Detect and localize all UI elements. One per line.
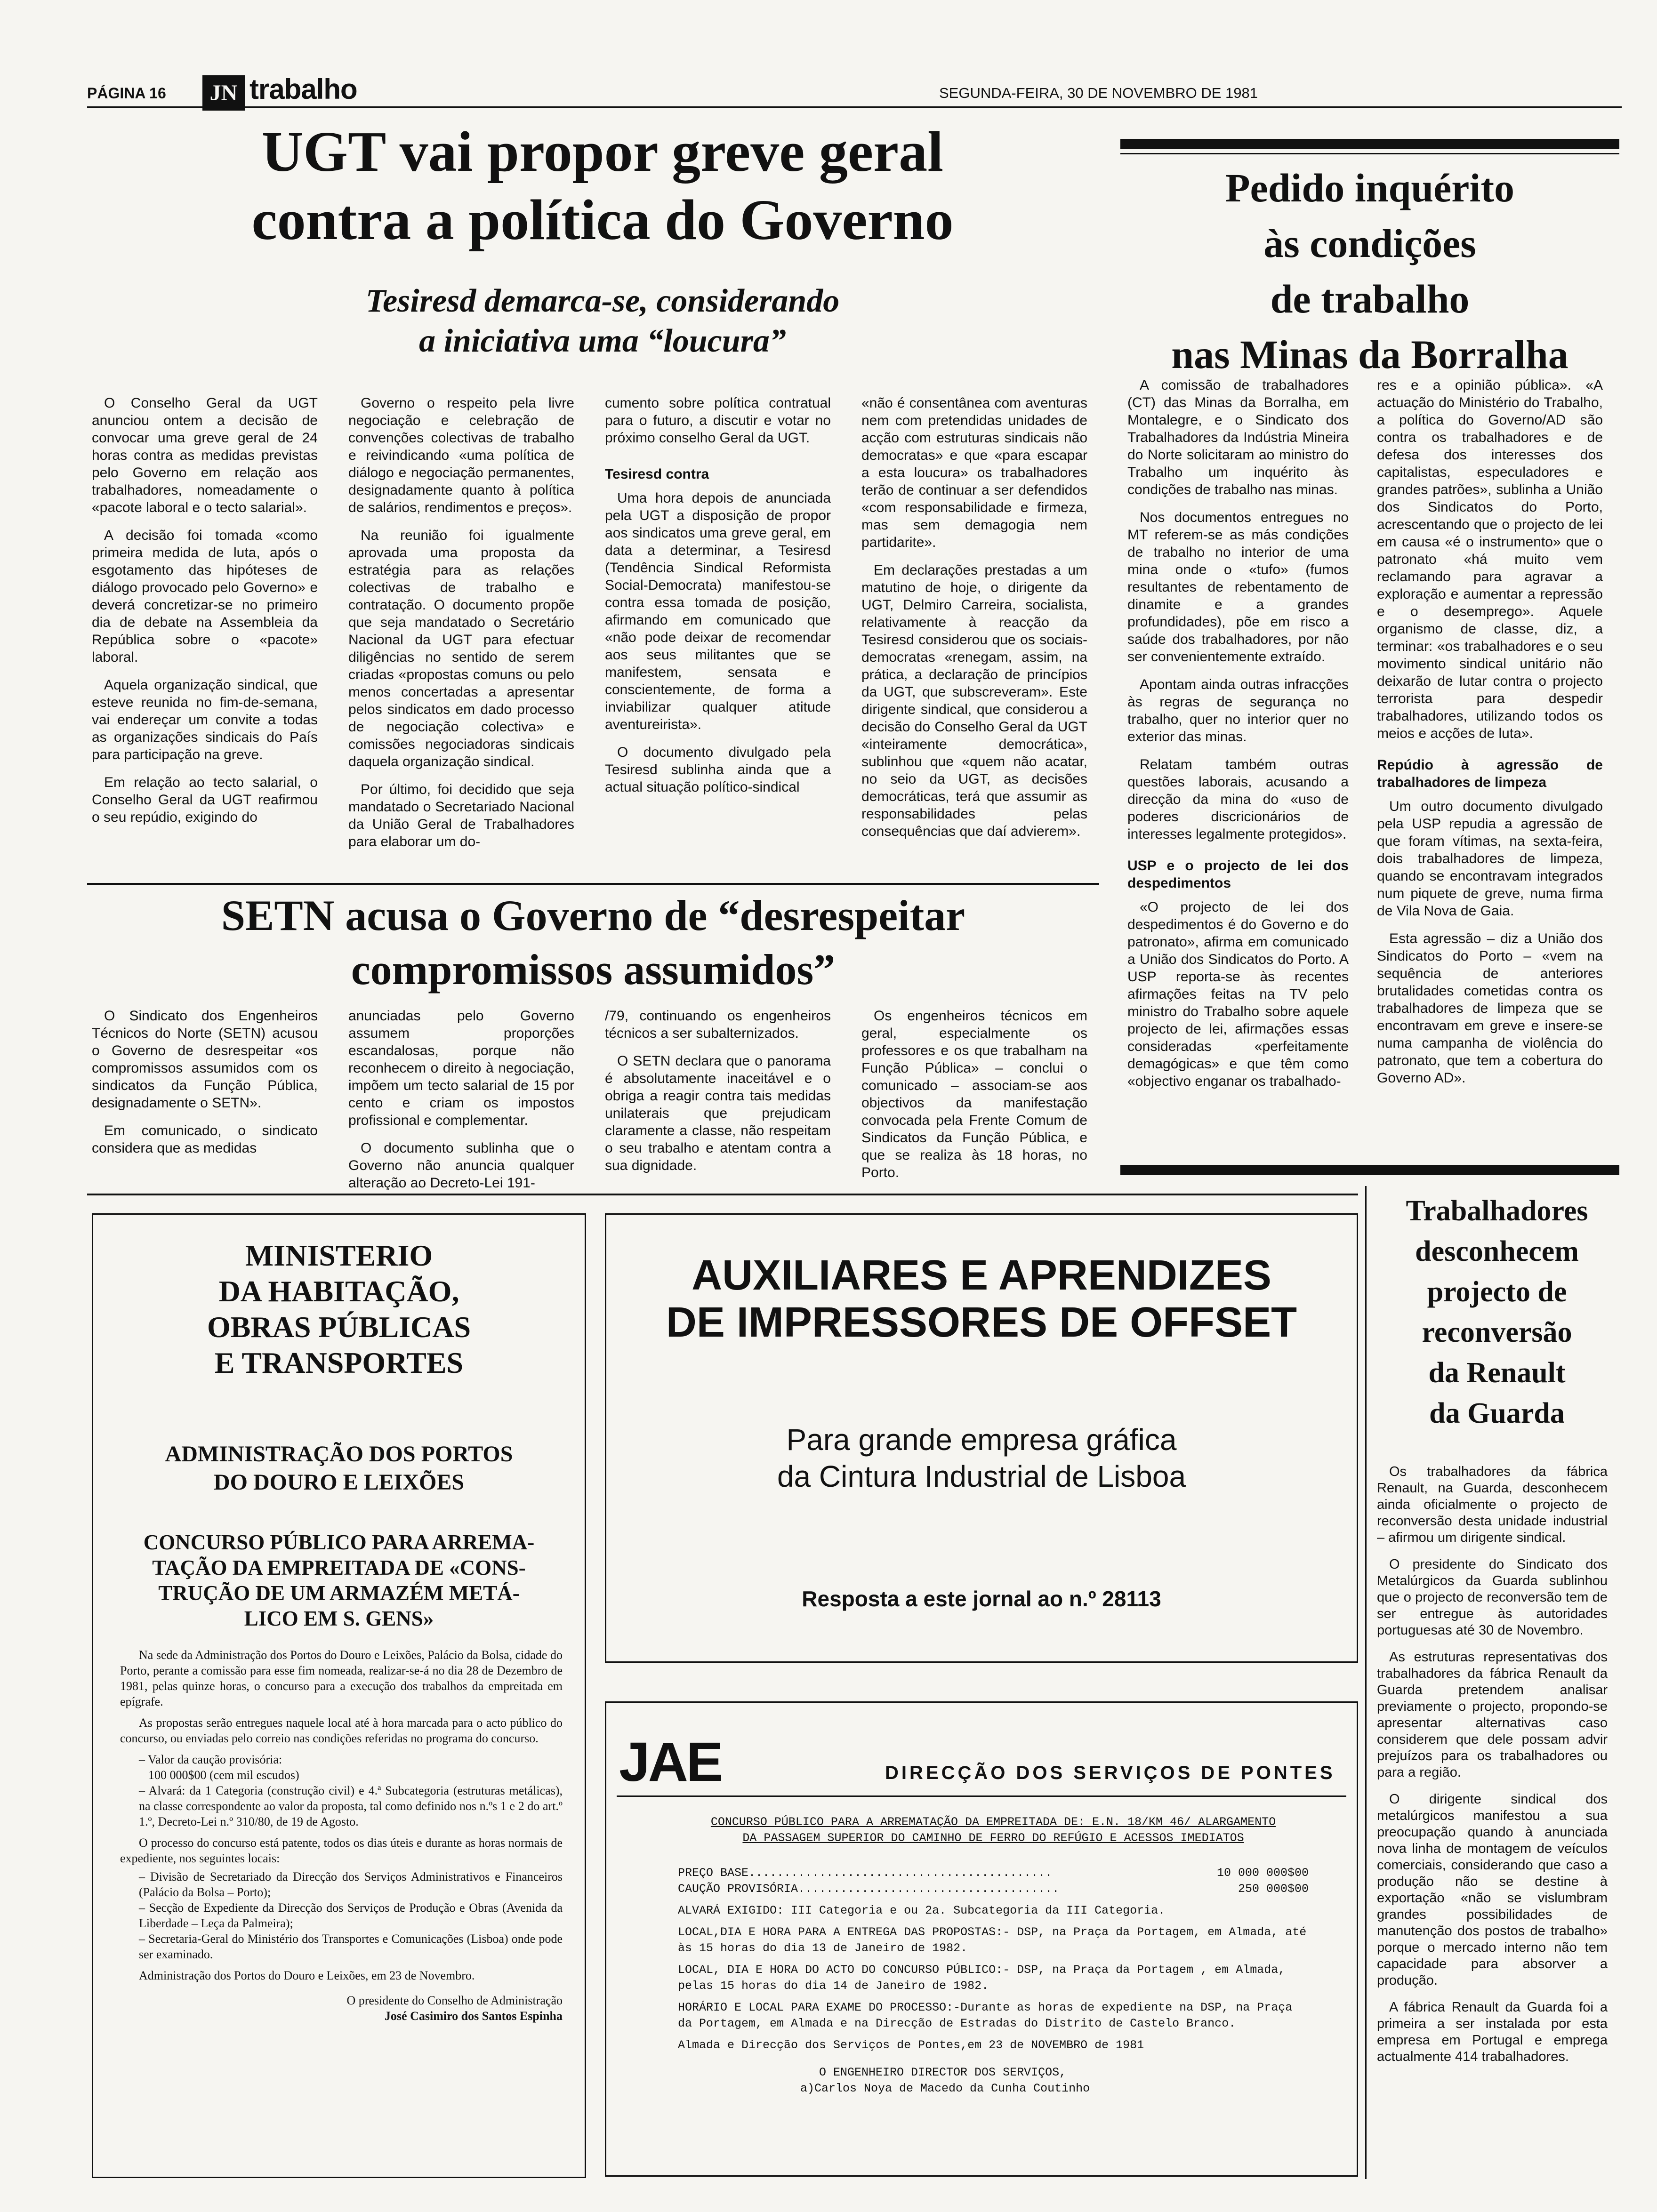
concurso-line: CONCURSO PÚBLICO PARA ARREMA-: [143, 1531, 535, 1554]
title-line: E TRANSPORTES: [214, 1346, 464, 1379]
ugt-subheadline-line2: a iniciativa uma “loucura”: [419, 323, 786, 359]
paragraph: Administração dos Portos do Douro e Leixões, em 23 de Novembro.: [139, 1969, 475, 1982]
paragraph: O SETN declara que o panorama é absolutamente inaceitável e o obriga a reagir contra tais medidas unilaterais que prejudicam claramente a classe, não respeitam o seu trabalho e atentam contra a sua dignidade.: [605, 1053, 831, 1173]
signature-name: José Casimiro dos Santos Espinha: [384, 2009, 563, 2023]
admin-line: ADMINISTRAÇÃO DOS PORTOS: [165, 1442, 513, 1467]
auxiliares-subtitle: [607, 1421, 1356, 1495]
paragraph: As propostas serão entregues naquele local até à hora marcada para o acto público do concurso, ou enviadas pelo correio nas condições referidas no programa do concurso.: [120, 1716, 563, 1745]
section-title: trabalho: [249, 73, 357, 105]
ugt-column-4: [861, 394, 1087, 850]
ministerio-body: [120, 1647, 563, 2024]
issue-date: SEGUNDA-FEIRA, 30 DE NOVEMBRO DE 1981: [939, 85, 1258, 101]
jae-heading: CONCURSO PÚBLICO PARA A ARREMATAÇÃO DA EMPREITADA DE: E.N. 18/KM 46/ ALARGAMENTO: [710, 1815, 1276, 1829]
concurso-line: TRUÇÃO DE UM ARMAZÉM METÁ-: [158, 1581, 520, 1605]
admin-line: DO DOURO E LEIXÕES: [213, 1470, 465, 1495]
paragraph: Por último, foi decidido que seja mandatado o Secretariado Nacional da União Geral de Trabalhadores para elaborar um do-: [348, 782, 574, 850]
headline-line: projecto de: [1427, 1276, 1567, 1308]
subheading: USP e o projecto de lei dos despedimentos: [1127, 858, 1349, 891]
paragraph: Na sede da Administração dos Portos do Douro e Leixões, Palácio da Bolsa, cidade do Porto, perante a comissão para esse fim nomeada, realizar-se-á no dia 28 de Dezembro de 1981, pelas quinze horas, o concurso para a execução dos trabalhos da empreitada em epígrafe.: [120, 1648, 563, 1708]
paragraph: /79, continuando os engenheiros técnicos a ser subalternizados.: [605, 1008, 831, 1041]
paragraph: Em declarações prestadas a um matutino de hoje, o dirigente da UGT, Delmiro Carreira, socialista, relativamente à reacção da Tesiresd considerou que os sociais-democratas «renegam, assim, na prática, a declaração de princípios da UGT, que subscreveram». Este dirigente sindical, que considerou a decisão do Conselho Geral da UGT «inteiramente democrática», sublinhou que «quem não acatar, no seio da UGT, as decisões democráticas, terá que assumir as responsabilidades pelas consequências que daí advierem».: [861, 562, 1087, 839]
ministerio-title: [94, 1238, 584, 1381]
section-divider: [87, 1194, 1358, 1195]
ugt-headline-line2: contra a política do Governo: [251, 188, 954, 252]
paragraph: cumento sobre política contratual para o futuro, a discutir e votar no próximo conselho Geral da UGT.: [605, 395, 831, 446]
headline-line: de trabalho: [1270, 276, 1470, 321]
preco-base-value: 10 000 000$00: [1216, 1866, 1309, 1880]
paragraph: As estruturas representativas dos trabalhadores da fábrica Renault da Guarda pretendem analisar previamente o projecto, propondo-se apresentar alternativas caso considerem que dele possam advir prejuízos para os trabalhadores ou para a região.: [1377, 1650, 1608, 1780]
ugt-column-1: [92, 394, 318, 836]
concurso-line: TAÇÃO DA EMPREITADA DE «CONS-: [152, 1556, 526, 1579]
box-top-rule-thin: [1120, 153, 1619, 154]
headline-line: da Guarda: [1429, 1397, 1565, 1429]
ugt-headline-line1: UGT vai propor greve geral: [261, 120, 944, 184]
ministerio-admin: [94, 1440, 584, 1497]
jae-line: HORÁRIO E LOCAL PARA EXAME DO PROCESSO:-Durante as horas de expediente na DSP, na Praça da Portagem, em Almada e na Direcção de Estradas do Distrito de Castelo Branco.: [678, 2001, 1293, 2030]
renault-headline: [1372, 1191, 1622, 1434]
list-item: – Secção de Expediente da Direcção dos Serviços de Produção e Obras (Avenida da Liberdade – Leça da Palmeira);: [139, 1901, 563, 1930]
jae-signature-role: O ENGENHEIRO DIRECTOR DOS SERVIÇOS,: [819, 2066, 1067, 2079]
setn-column-2: [348, 1007, 574, 1202]
headline-line: desconhecem: [1415, 1235, 1579, 1267]
paragraph: Em relação ao tecto salarial, o Conselho Geral da UGT reafirmou o seu repúdio, exigindo do: [92, 775, 318, 825]
setn-headline-line2: compromissos assumidos”: [351, 946, 836, 994]
paragraph: Uma hora depois de anunciada pela UGT a disposição de propor aos sindicatos uma greve geral, em data a determinar, a Tesiresd (Tendência Sindical Reformista Social-Democrata) manifestou-se contra essa tomada de posição, afirmando em comunicado que «não pode deixar de recomendar aos seus militantes que se manifestem, sensata e conscientemente, de forma a inviabilizar qualquer atitude aventureirista».: [605, 490, 831, 732]
section-divider: [87, 883, 1099, 885]
paragraph: Apontam ainda outras infracções às regras de segurança no trabalho, quer no interior quer no exterior das minas.: [1127, 677, 1349, 745]
paragraph: O Conselho Geral da UGT anunciou ontem a decisão de convocar uma greve geral de 24 horas contra as medidas previstas pelo Governo em relação aos trabalhadores, nomeadamente o «pacote laboral e o tecto salarial».: [92, 395, 318, 515]
paragraph: O dirigente sindical dos metalúrgicos manifestou a sua preocupação quando à anunciada nova linha de montagem de veículos comerciais, considerando que caso a produção não se destine à exportação «não se vislumbram grandes possibilidades de manutenção dos postos de trabalho» porque o mercado interno não tem capacidade para absorver a produção.: [1377, 1792, 1608, 1988]
jae-signature-name: a)Carlos Noya de Macedo da Cunha Coutinho: [800, 2082, 1090, 2095]
paragraph: Na reunião foi igualmente aprovada uma proposta da estratégia para as relações colectivas de trabalho e contratação. O documento propõe que seja mandatado o Secretário Nacional da UGT para efectuar diligências no sentido de serem criadas «propostas comuns ou pelo menos concertadas a apresentar pelos sindicatos em dado processo de negociação colectiva» e comissões negociadoras sindicais daquela organização sindical.: [348, 528, 574, 769]
paragraph: anunciadas pelo Governo assumem proporções escandalosas, porque não reconhecem o direito à negociação, impõem um tecto salarial de 15 por cento e criam os impostos profissional e complementar.: [348, 1008, 574, 1128]
ugt-subheadline-line1: Tesiresd demarca-se, considerando: [365, 283, 840, 319]
paragraph: A decisão foi tomada «como primeira medida de luta, após o esgotamento das hipóteses de diálogo provocado pelo Governo» e deverá concretizar-se no primeiro dia de debate na Assembleia da República sobre o «pacote» laboral.: [92, 528, 318, 665]
paragraph: O Sindicato dos Engenheiros Técnicos do Norte (SETN) acusou o Governo de desrespeitar «os compromissos assumidos com os sindicatos da Função Pública, designadamente o SETN».: [92, 1008, 318, 1111]
paragraph: O presidente do Sindicato dos Metalúrgicos da Guarda sublinhou que o projecto de reconversão tem de ser entregue às autoridades portuguesas até 30 de Novembro.: [1377, 1557, 1608, 1638]
title-line: DE IMPRESSORES DE OFFSET: [666, 1299, 1297, 1346]
setn-column-1: [92, 1007, 318, 1167]
list-item: – Valor da caução provisória:: [139, 1753, 282, 1766]
paragraph: Governo o respeito pela livre negociação e celebração de convenções colectivas de trabalho e reivindicando «uma política de diálogo e negociação permanentes, designadamente quanto à política de salários, rendimentos e preços».: [348, 395, 574, 515]
paragraph: O processo do concurso está patente, todos os dias úteis e durante as horas normais de expediente, nos seguintes locais:: [120, 1836, 563, 1865]
paragraph: Os engenheiros técnicos em geral, especialmente os professores e os que trabalham na Função Pública» – conclui o comunicado – associam-se aos objectivos da manifestação convocada pela Frente Comum de Sindicatos da Função Pública, e que se realiza às 18 horas, no Porto.: [861, 1008, 1087, 1180]
title-line: DA HABITAÇÃO,: [218, 1274, 459, 1308]
headline-line: nas Minas da Borralha: [1171, 332, 1569, 377]
paragraph: «O projecto de lei dos despedimentos é do Governo e do patronato», afirma em comunicado a União dos Sindicatos do Porto. A USP reporta-se às recentes afirmações feitas na TV pelo ministro do Trabalho sobre aquele projecto de lei, afirmações essas consideradas «perfeitamente demagógicas» e que têm como «objectivo enganar os trabalhado-: [1127, 899, 1349, 1089]
setn-column-4: [861, 1007, 1087, 1192]
subheading: Repúdio à agressão de trabalhadores de limpeza: [1377, 757, 1603, 790]
preco-base-row: [678, 1865, 1309, 1881]
paragraph: Relatam também outras questões laborais, acusando a direcção da mina do «uso de poderes discricionários de interesses legalmente protegidos».: [1127, 757, 1349, 842]
auxiliares-title: [607, 1252, 1356, 1346]
jae-department: DIRECÇÃO DOS SERVIÇOS DE PONTES: [885, 1763, 1335, 1783]
paragraph: Um outro documento divulgado pela USP repudia a agressão de que foram vítimas, na sexta-feira, dois trabalhadores de limpeza, quando se encontravam integrados num piquete de greve, numa firma de Vila Nova de Gaia.: [1377, 799, 1603, 919]
list-item: – Secretaria-Geral do Ministério dos Transportes e Comunicações (Lisboa) onde pode ser examinado.: [139, 1932, 563, 1961]
jae-heading: DA PASSAGEM SUPERIOR DO CAMINHO DE FERRO DO REFÚGIO E ACESSOS IMEDIATOS: [742, 1831, 1244, 1845]
paragraph: res e a opinião pública». «A actuação do Ministério do Trabalho, a política do Governo/AD são contra os trabalhadores e de defesa dos interesses dos capitalistas, especuladores e grandes patrões», sublinha a União dos Sindicatos do Porto, acrescentando que o projecto de lei em causa «é o instrumento» que o patronato «há muito vem reclamando para agravar a exploração e aumentar a repressão e o desemprego». Aquele organismo de classe, diz, a terminar: «os trabalhadores e o seu movimento sindical unitário não deixarão de lutar contra o projecto terrorista para despedir trabalhadores, utilizando todos os meios e acções de luta».: [1377, 377, 1603, 741]
jae-rule: [617, 1795, 1346, 1797]
auxiliares-reply: Resposta a este jornal ao n.º 28113: [802, 1587, 1161, 1611]
setn-headline-line1: SETN acusa o Governo de “desrespeitar: [221, 891, 965, 939]
paragraph: Esta agressão – diz a União dos Sindicatos do Porto – «vem na sequência de anteriores brutalidades cometidas contra os trabalhadores de limpeza que se encontravam em greve e insere-se numa campanha de violência do patronato, que tem a cobertura do Governo AD».: [1377, 931, 1603, 1086]
paragraph: Nos documentos entregues no MT referem-se as más condições de trabalho no interior de uma mina onde o «tufo» (fumos resultantes de rebentamento de dinamite e a grandes profundidades), põe em risco a saúde dos trabalhadores, por não ser convenientemente extraído.: [1127, 510, 1349, 665]
title-line: MINISTERIO: [245, 1239, 433, 1272]
jae-body: [678, 1814, 1309, 2097]
paragraph: O documento sublinha que o Governo não anuncia qualquer alteração ao Decreto-Lei 191-: [348, 1140, 574, 1191]
newspaper-logo: JN: [202, 75, 245, 111]
list-item: – Divisão de Secretariado da Direcção dos Serviços Administrativos e Financeiros (Palácio da Bolsa – Porto);: [139, 1870, 563, 1899]
paragraph: A comissão de trabalhadores (CT) das Minas da Borralha, em Montalegre, e o Sindicato dos Trabalhadores da Indústria Mineira do Norte solicitaram ao ministro do Trabalho um inquérito às condições de trabalho nas minas.: [1127, 377, 1349, 497]
caucao-label: CAUÇÃO PROVISÓRIA.....................................: [678, 1882, 1060, 1896]
ugt-column-3: [605, 394, 831, 806]
ministerio-concurso: [94, 1530, 584, 1631]
minas-headline: [1123, 160, 1617, 382]
headline-line: às condições: [1263, 221, 1476, 266]
minas-column-2: [1377, 377, 1603, 1097]
title-line: AUXILIARES E APRENDIZES: [692, 1252, 1271, 1299]
paragraph: Em comunicado, o sindicato considera que as medidas: [92, 1123, 318, 1156]
concurso-line: LICO EM S. GENS»: [244, 1607, 434, 1630]
headline-line: da Renault: [1428, 1357, 1566, 1389]
setn-column-3: [605, 1007, 831, 1185]
minas-column-1: [1127, 377, 1349, 1100]
caucao-row: [678, 1881, 1309, 1897]
paragraph: O documento divulgado pela Tesiresd sublinha ainda que a actual situação político-sindical: [605, 745, 831, 795]
signature-role: O presidente do Conselho de Administração: [346, 1994, 563, 2007]
paragraph: Os trabalhadores da fábrica Renault, na Guarda, desconhecem ainda oficialmente o projecto de reconversão desta unidade industrial – afirmou um dirigente sindical.: [1377, 1464, 1608, 1545]
jae-line: LOCAL,DIA E HORA PARA A ENTREGA DAS PROPOSTAS:- DSP, na Praça da Portagem, em Almada, até às 15 horas do dia 13 de Janeiro de 1982.: [678, 1925, 1307, 1955]
subtitle-line: da Cintura Industrial de Lisboa: [777, 1459, 1186, 1493]
list-item: – Alvará: da 1 Categoria (construção civil) e 4.ª Subcategoria (estruturas metálicas), na classe correspondente ao valor da proposta, tal como definido nos n.ºs 1 e 2 do art.º 1.º, Decreto-Lei n.º 310/80, de 19 de Agosto.: [139, 1784, 563, 1828]
paragraph: Aquela organização sindical, que esteve reunida no fim-de-semana, vai endereçar um convite a todas as organizações sindicais do País para participação na greve.: [92, 677, 318, 762]
box-bottom-rule: [1120, 1165, 1619, 1175]
subheading: Tesiresd contra: [605, 466, 709, 482]
preco-base-label: PREÇO BASE...........................................: [678, 1866, 1053, 1880]
renault-column: [1377, 1464, 1608, 2076]
subtitle-line: Para grande empresa gráfica: [786, 1423, 1177, 1457]
header-rule: [87, 106, 1622, 108]
jae-line: Almada e Direcção dos Serviços de Pontes,em 23 de NOVEMBRO de 1981: [678, 2038, 1144, 2052]
caucao-value: 250 000$00: [1238, 1882, 1309, 1896]
jae-logo: JAE: [619, 1731, 722, 1793]
jae-line: ALVARÁ EXIGIDO: III Categoria e ou 2a. Subcategoria da III Categoria.: [678, 1904, 1166, 1917]
page-number: PÁGINA 16: [87, 85, 166, 102]
paragraph: A fábrica Renault da Guarda foi a primeira a ser instalada por esta empresa em Portugal e emprega actualmente 414 trabalhadores.: [1377, 2000, 1608, 2064]
headline-line: Pedido inquérito: [1225, 165, 1514, 210]
title-line: OBRAS PÚBLICAS: [207, 1310, 471, 1344]
jae-line: LOCAL, DIA E HORA DO ACTO DO CONCURSO PÚBLICO:- DSP, na Praça da Portagem , em Almada, pelas 15 horas do dia 14 de Janeiro de 1982.: [678, 1963, 1286, 1993]
box-top-rule: [1120, 139, 1619, 149]
ugt-column-2: [348, 394, 574, 861]
list-item: 100 000$00 (cem mil escudos): [148, 1768, 299, 1782]
headline-line: reconversão: [1422, 1316, 1572, 1348]
headline-line: Trabalhadores: [1406, 1195, 1588, 1227]
paragraph: «não é consentânea com aventuras nem com pretendidas unidades de acção com estruturas sindicais não democratas» e que «para escapar a esta loucura» os trabalhadores terão de continuar a ser defendidos «com responsabilidade e firmeza, mas sem demagogia nem partidarite».: [861, 395, 1087, 550]
column-divider: [1365, 1186, 1367, 2179]
